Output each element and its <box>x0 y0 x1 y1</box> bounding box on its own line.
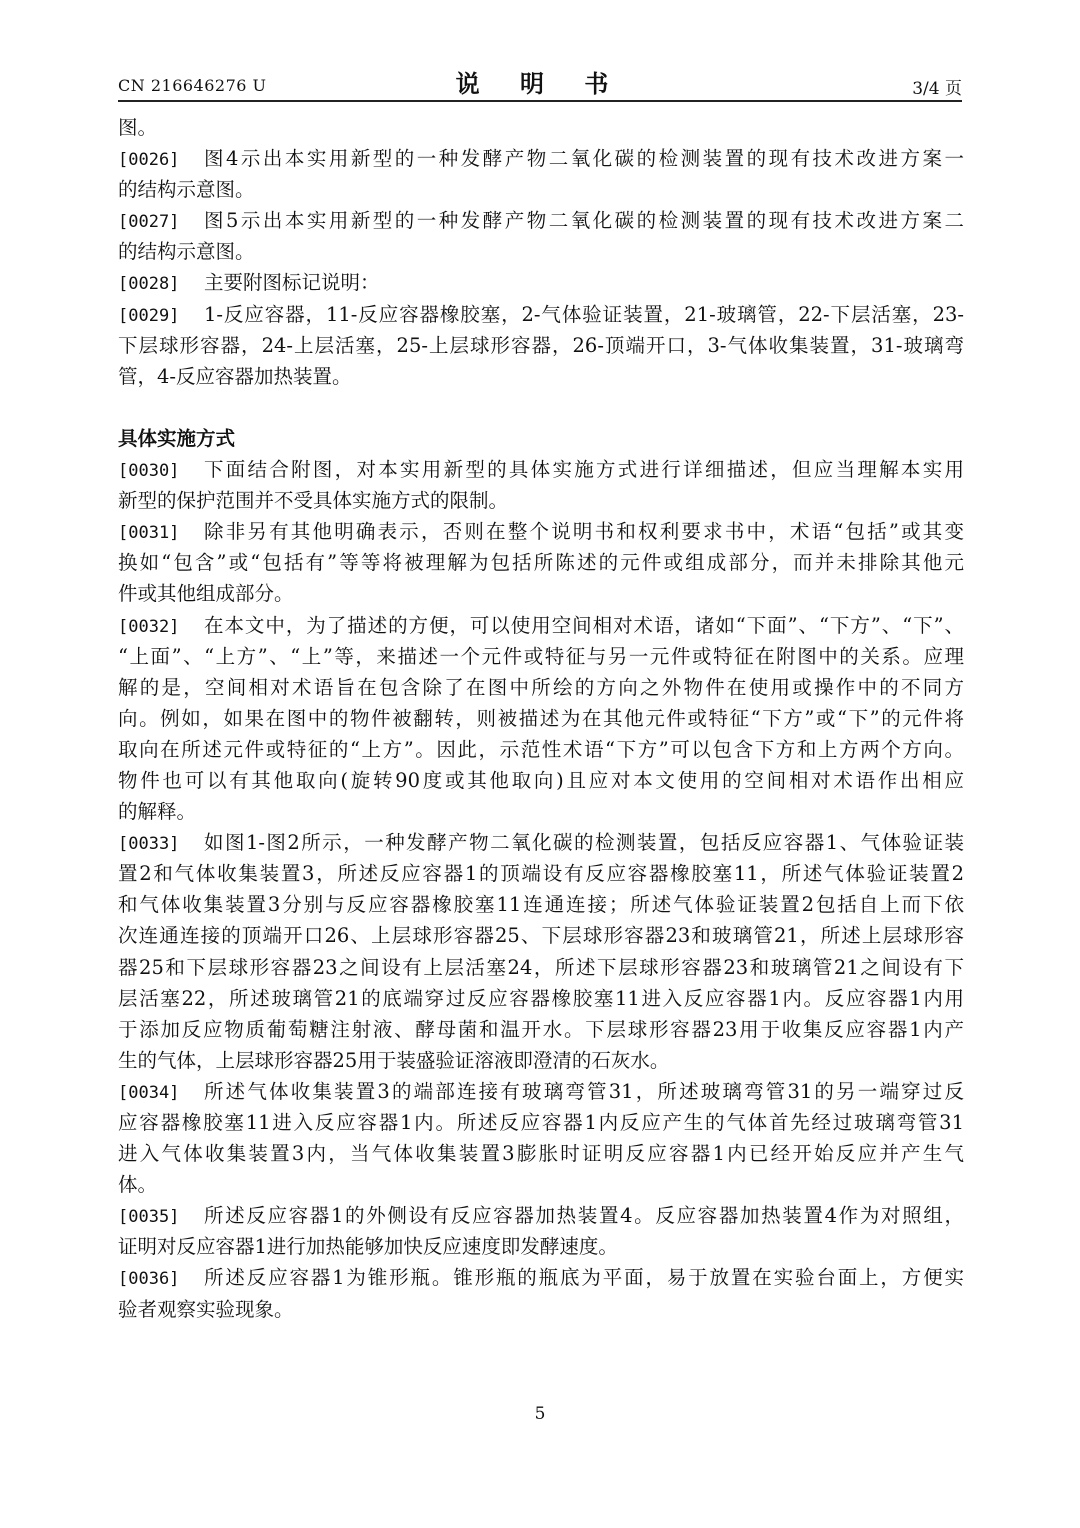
paragraph-text: 1-反应容器，11-反应容器橡胶塞，2-气体验证装置，21-玻璃管，22-下层活塞，23- <box>204 302 964 326</box>
paragraph-line <box>118 361 964 392</box>
paragraph-text: 下层球形容器，24-上层活塞，25-上层球形容器，26-顶端开口，3-气体收集装置，31-玻璃弯 <box>118 333 964 357</box>
paragraph-number: [0033] <box>118 834 180 855</box>
paragraph-line <box>118 174 964 205</box>
paragraph-first-line <box>118 827 964 858</box>
paragraph-text: 图。 <box>118 116 158 139</box>
paragraph-line <box>118 641 964 672</box>
paragraph-line <box>118 1231 964 1262</box>
paragraph-number: [0027] <box>118 212 180 233</box>
paragraph-text: 如图1-图2所示，一种发酵产物二氧化碳的检测装置，包括反应容器1、气体验证装 <box>204 831 964 855</box>
paragraph-text: 物件也可以有其他取向(旋转90度或其他取向)且应对本文使用的空间相对术语作出相应 <box>118 768 964 792</box>
paragraph-number: [0036] <box>118 1269 180 1290</box>
paragraph-text: 置2和气体收集装置3，所述反应容器1的顶端设有反应容器橡胶塞11，所述气体验证装置2 <box>118 862 964 886</box>
paragraph-text: 换如“包含”或“包括有”等等将被理解为包括所陈述的元件或组成部分，而并未排除其他元 <box>118 551 964 575</box>
paragraph-first-line <box>118 143 964 174</box>
section-heading: 具体实施方式 <box>118 426 236 450</box>
paragraph-first-line <box>118 1076 964 1107</box>
paragraph-number: [0029] <box>118 305 180 326</box>
paragraph-first-line <box>118 267 964 298</box>
paragraph-text: 下面结合附图，对本实用新型的具体实施方式进行详细描述，但应当理解本实用 <box>204 458 964 482</box>
paragraph-text: 解的是，空间相对术语旨在包含除了在图中所绘的方向之外物件在使用或操作中的不同方 <box>118 675 964 699</box>
paragraph-line <box>118 889 964 920</box>
paragraph-line <box>118 547 964 578</box>
paragraph-line <box>118 112 964 143</box>
paragraph-line <box>118 1169 964 1200</box>
paragraph-line <box>118 703 964 734</box>
document-body <box>118 112 964 1325</box>
paragraph-text: 件或其他组成部分。 <box>118 582 294 606</box>
paragraph-line <box>118 983 964 1014</box>
paragraph-text: 应容器橡胶塞11进入反应容器1内。所述反应容器1内反应产生的气体首先经过玻璃弯管31 <box>118 1111 964 1134</box>
paragraph-text: 图5示出本实用新型的一种发酵产物二氧化碳的检测装置的现有技术改进方案二 <box>204 209 964 233</box>
paragraph-line <box>118 1294 964 1325</box>
paragraph-text: 器25和下层球形容器23之间设有上层活塞24，所述下层球形容器23和玻璃管21之间设有下 <box>118 955 964 979</box>
paragraph-first-line <box>118 1200 964 1231</box>
paragraph-first-line <box>118 454 964 485</box>
paragraph-line <box>118 485 964 516</box>
document-number: CN 216646276 U <box>118 76 267 95</box>
paragraph-text: 证明对反应容器1进行加热能够加快反应速度即发酵速度。 <box>118 1235 618 1259</box>
paragraph-text: 新型的保护范围并不受具体实施方式的限制。 <box>118 489 509 513</box>
paragraph-text: 于添加反应物质葡萄糖注射液、酵母菌和温开水。下层球形容器23用于收集反应容器1内产 <box>118 1017 964 1041</box>
paragraph-text: 验者观察实验现象。 <box>118 1297 294 1321</box>
paragraph-text: “上面”、“上方”、“上”等，来描述一个元件或特征与另一元件或特征在附图中的关系。应理 <box>118 644 964 668</box>
page-header <box>118 62 962 102</box>
paragraph-line <box>118 734 964 765</box>
paragraph-number: [0035] <box>118 1207 180 1228</box>
paragraph-line <box>118 1107 964 1138</box>
paragraph-text: 生的气体，上层球形容器25用于装盛验证溶液即澄清的石灰水。 <box>118 1048 670 1072</box>
page-indicator: 3/4 页 <box>912 79 962 99</box>
paragraph-number: [0034] <box>118 1082 180 1103</box>
paragraph-line <box>118 858 964 889</box>
paragraph-text: 的结构示意图。 <box>118 240 255 264</box>
paragraph-line <box>118 952 964 983</box>
paragraph-text: 所述反应容器1为锥形瓶。锥形瓶的瓶底为平面，易于放置在实验台面上，方便实 <box>204 1266 964 1290</box>
paragraph-first-line <box>118 299 964 330</box>
paragraph-text: 所述反应容器1的外侧设有反应容器加热装置4。反应容器加热装置4作为对照组， <box>204 1204 964 1228</box>
paragraph-number: [0028] <box>118 274 180 295</box>
blank-line <box>118 392 964 423</box>
paragraph-text: 除非另有其他明确表示，否则在整个说明书和权利要求书中，术语“包括”或其变 <box>204 520 964 544</box>
paragraph-text: 次连通连接的顶端开口26、上层球形容器25、下层球形容器23和玻璃管21，所述上层球形容 <box>118 924 964 948</box>
paragraph-text: 的解释。 <box>118 800 197 824</box>
paragraph-text: 所述气体收集装置3的端部连接有玻璃弯管31，所述玻璃弯管31的另一端穿过反 <box>204 1079 964 1103</box>
paragraph-text: 图4示出本实用新型的一种发酵产物二氧化碳的检测装置的现有技术改进方案一 <box>204 147 964 171</box>
paragraph-line <box>118 236 964 267</box>
paragraph-first-line <box>118 610 964 641</box>
paragraph-text: 层活塞22，所述玻璃管21的底端穿过反应容器橡胶塞11进入反应容器1内。反应容器1内用 <box>118 986 964 1010</box>
paragraph-line <box>118 796 964 827</box>
paragraph-text: 取向在所述元件或特征的“上方”。因此，示范性术语“下方”可以包含下方和上方两个方向。 <box>118 737 964 761</box>
paragraph-line <box>118 672 964 703</box>
paragraph-number: [0032] <box>118 616 180 637</box>
paragraph-text: 进入气体收集装置3内，当气体收集装置3膨胀时证明反应容器1内已经开始反应并产生气 <box>118 1142 964 1166</box>
paragraph-text: 体。 <box>118 1173 158 1197</box>
paragraph-text: 向。例如，如果在图中的物件被翻转，则被描述为在其他元件或特征“下方”或“下”的元件将 <box>118 706 964 730</box>
paragraph-number: [0030] <box>118 461 180 482</box>
paragraph-text: 和气体收集装置3分别与反应容器橡胶塞11连通连接；所述气体验证装置2包括自上而下依 <box>118 893 964 917</box>
paragraph-first-line <box>118 205 964 236</box>
page-number: 5 <box>534 1404 546 1424</box>
paragraph-line <box>118 920 964 951</box>
paragraph-text: 的结构示意图。 <box>118 178 255 202</box>
paragraph-line <box>118 765 964 796</box>
paragraph-first-line <box>118 516 964 547</box>
paragraph-line <box>118 1014 964 1045</box>
document-title: 说 明 书 <box>455 70 625 98</box>
paragraph-line <box>118 1045 964 1076</box>
paragraph-text: 主要附图标记说明： <box>204 271 380 295</box>
paragraph-first-line <box>118 1262 964 1293</box>
paragraph-number: [0031] <box>118 523 180 544</box>
paragraph-line <box>118 1138 964 1169</box>
paragraph-text: 管，4-反应容器加热装置。 <box>118 364 352 388</box>
paragraph-line <box>118 578 964 609</box>
paragraph-line <box>118 330 964 361</box>
paragraph-text: 在本文中，为了描述的方便，可以使用空间相对术语，诸如“下面”、“下方”、“下”、 <box>204 613 964 637</box>
paragraph-number: [0026] <box>118 150 180 171</box>
